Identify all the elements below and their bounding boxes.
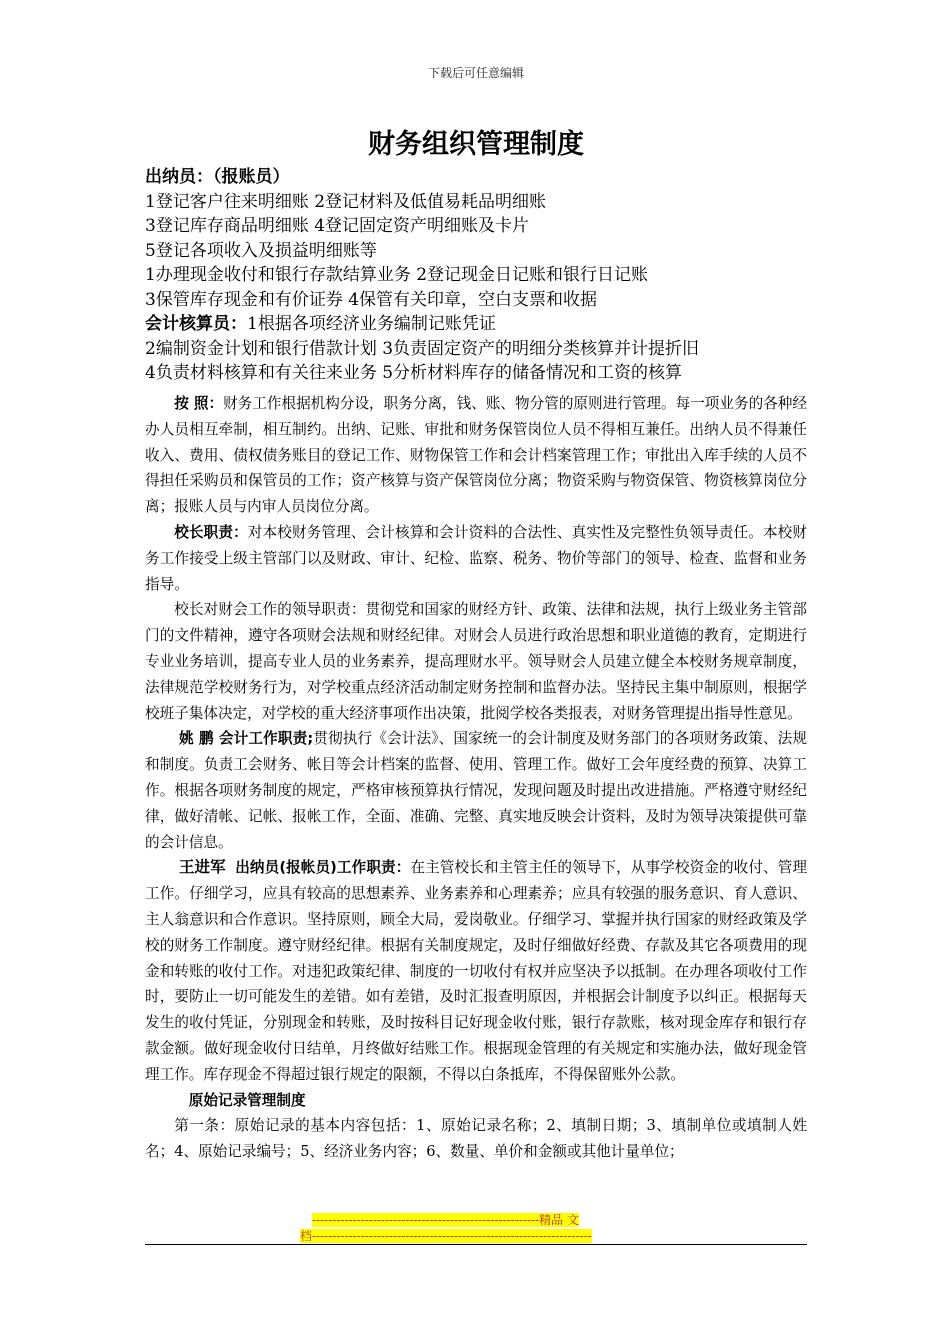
paragraph-cashier-duty: [145, 855, 807, 1087]
paragraph-article-1: 第一条：原始记录的基本内容包括：1、原始记录名称；2、填制日期；3、填制单位或填制人姓名；4、原始记录编号；5、经济业务内容；6、数量、单价和金额或其他计量单位；: [145, 1117, 807, 1161]
duty-line: 2编制资金计划和银行借款计划 3负责固定资产的明细分类核算并计提折旧: [145, 338, 700, 359]
footer-line: 档---------------------------------------------------------------------: [300, 1229, 592, 1243]
paragraph-label: 按 照：: [174, 395, 224, 412]
duty-line: 3登记库存商品明细账 4登记固定资产明细账及卡片: [145, 216, 530, 236]
paragraph-text: 在主管校长和主管主任的领导下，从事学校资金的收付、管理工作。仔细学习，应具有较高的思想素养、业务素养和心理素养；应具有较强的服务意识、育人意识、主人翁意识和合作意识。坚持原则，顾全大局，爱岗敬业。仔细学习、掌握并执行国家的财经政策及学校的财务工作制度。遵守财经纪律。根据有关制度规定，及时仔细做好经费、存款及其它各项费用的现金和转账的收付工作。对违犯政策纪律、制度的一切收付有权并应坚决予以抵制。在办理各项收付工作时，要防止一切可能发生的差错。如有差错，及时汇报查明原因，并根据会计制度予以纠正。根据每天发生的收付凭证，分别现金和转账，及时按科目记好现金收付账，银行存款账，核对现金库存和银行存款金额。做好现金收付日结单，月终做好结账工作。根据现金管理的有关规定和实施办法，做好现金管理工作。库存现金不得超过银行规定的限额，不得以白条抵库，不得保留账外公款。: [145, 859, 808, 1083]
footer-divider: [145, 1244, 807, 1245]
paragraph-principal-duty: [145, 520, 807, 597]
footer-watermark: [145, 1212, 807, 1244]
duty-line: 4负责材料核算和有关往来业务 5分析材料库存的储备情况和工资的核算: [145, 363, 683, 383]
paragraph-text: 贯彻执行《会计法》、国家统一的会计制度及财务部门的各项财务政策、法规和制度。负责工会财务、帐目等会计档案的监督、使用、管理工作。做好工会年度经费的预算、决算工作。根据各项财务制度的规定，严格审核预算执行情况，发现问题及时提出改进措施。严格遵守财经纪律，做好清帐、记帐、报帐工作，全面、准确、完整、真实地反映会计资料，及时为领导决策提供可靠的会计信息。: [145, 730, 808, 851]
page-header-note: 下载后可任意编辑: [427, 66, 524, 80]
duty-line: 5登记各项收入及损益明细账等: [145, 240, 377, 261]
duty-line: 1办理现金收付和银行存款结算业务 2登记现金日记账和银行日记账: [145, 265, 649, 285]
accountant-line: [145, 312, 807, 337]
document-body: [145, 391, 807, 1165]
duty-list: [145, 165, 807, 386]
person-name: 王进军: [178, 858, 226, 877]
paragraph-label: 校长职责：: [174, 523, 248, 541]
paragraph-accountant-duty: [145, 726, 807, 855]
paragraph-text: 财务工作根据机构分设，职务分离，钱、账、物分管的原则进行管理。每一项业务的各种经办人员相互牵制，相互制约。出纳、记账、审批和财务保管岗位人员不得相互兼任。出纳人员不得兼任收入、费用、债权债务账目的登记工作、财物保管工作和会计档案管理工作；审批出入库手续的人员不得担任采购员和保管员的工作；资产核算与资产保管岗位分离；物资采购与物资保管、物资核算岗位分离；报账人员与内审人员岗位分离。: [145, 395, 807, 516]
footer-line: --------------------------------------------------------精品 文: [312, 1213, 579, 1227]
paragraph-text: 对本校财务管理、会计核算和会计资料的合法性、真实性及完整性负领导责任。本校财务工作接受上级主管部门以及财政、审计、纪检、监察、税务、物价等部门的领导、检查、监督和业务指导。: [145, 523, 807, 593]
paragraph-principal-leadership: 校长对财会工作的领导职责：贯彻党和国家的财经方针、政策、法律和法规，执行上级业务主管部门的文件精神，遵守各项财会法规和财经纪律。对财会人员进行政治思想和职业道德的教育，定期进行专业业务培训，提高专业人员的业务素养，提高理财水平。领导财会人员建立健全本校财务规章制度，法律规范学校财务行为，对学校重点经济活动制定财务控制和监督办法。坚持民主集中制原则，根据学校班子集体决定，对学校的重大经济事项作出决策，批阅学校各类报表，对财务管理提出指导性意见。: [145, 601, 807, 722]
accountant-duty: 1根据各项经济业务编制记账凭证: [247, 314, 496, 334]
paragraph-label: 姚 鹏 会计工作职责;: [178, 730, 314, 748]
cashier-heading: 出纳员：（报账员）: [145, 167, 290, 187]
duty-line: 1登记客户往来明细账 2登记材料及低值易耗品明细账: [145, 191, 547, 212]
accountant-label: 会计核算员：: [145, 314, 247, 334]
duty-line: 3保管库存现金和有价证券 4保管有关印章，空白支票和收据: [145, 289, 598, 310]
paragraph-label: 出纳员(报帐员)工作职责：: [235, 859, 411, 877]
document-title: 财务组织管理制度: [368, 129, 584, 160]
section-title: 原始记录管理制度: [188, 1091, 306, 1109]
paragraph-principle: [145, 391, 807, 520]
